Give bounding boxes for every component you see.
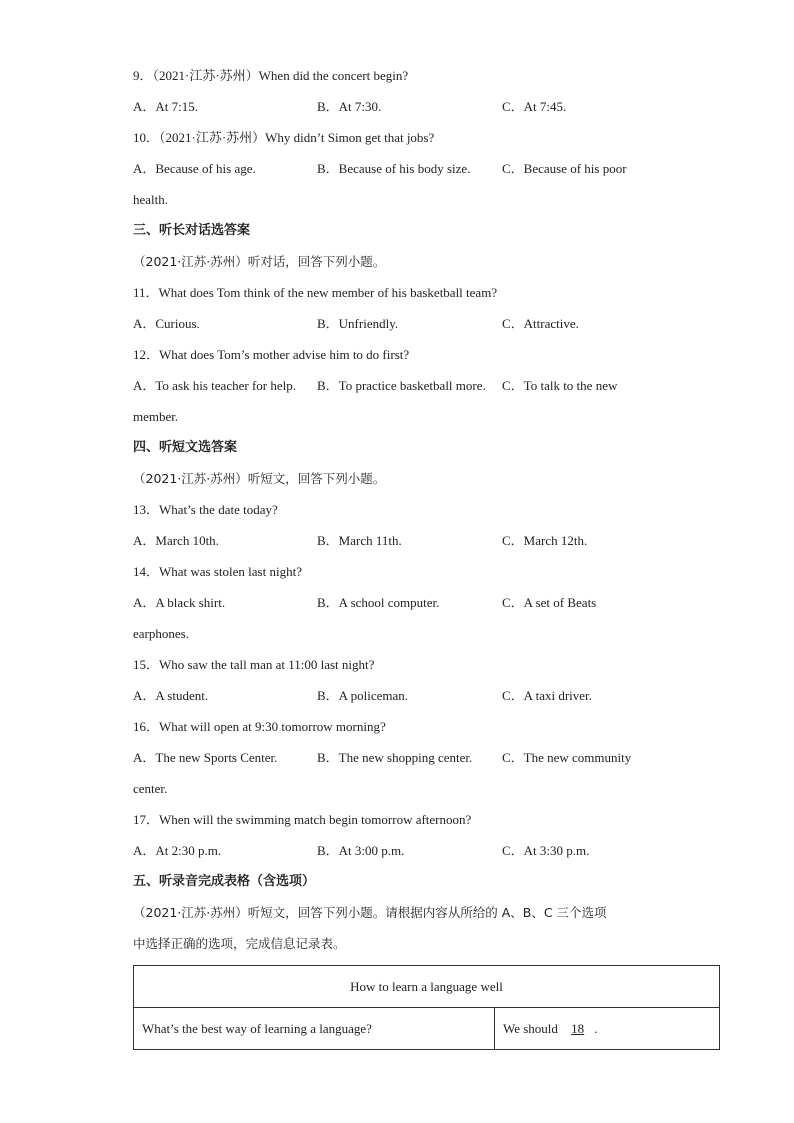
q14-option-a[interactable]: A．A black shirt. — [133, 595, 226, 610]
q15-option-a[interactable]: A．A student. — [133, 688, 209, 703]
q9-stem: 9．（2021·江苏·苏州）When did the concert begin? — [133, 68, 409, 83]
q10-option-c[interactable]: C．Because of his poor — [502, 161, 627, 176]
q11-stem: 11．What does Tom think of the new member of his basketball team? — [133, 285, 498, 300]
q12-option-c[interactable]: C．To talk to the new — [502, 378, 618, 393]
section-5-title: 五、听录音完成表格（含选项） — [133, 874, 316, 889]
table-question-cell: What’s the best way of learning a language? — [134, 1008, 495, 1050]
q16-option-c-continued: center. — [133, 781, 168, 796]
section-4-title: 四、听短文选答案 — [133, 440, 238, 455]
q13-options — [133, 527, 723, 558]
q11-option-b[interactable]: B．Unfriendly. — [317, 316, 399, 331]
q15-option-b[interactable]: B．A policeman. — [317, 688, 408, 703]
table-answer-cell — [495, 1008, 720, 1050]
q12-option-b[interactable]: B．To practice basketball more. — [317, 378, 486, 393]
q16-option-b[interactable]: B．The new shopping center. — [317, 750, 473, 765]
q16-options — [133, 744, 723, 775]
q11-option-a[interactable]: A．Curious. — [133, 316, 200, 331]
section-3-intro: （2021·江苏·苏州）听对话，回答下列小题。 — [133, 254, 386, 269]
q10-stem: 10．（2021·江苏·苏州）Why didn’t Simon get that jobs? — [133, 130, 435, 145]
q17-option-a[interactable]: A．At 2:30 p.m. — [133, 843, 222, 858]
q10-option-c-continued: health. — [133, 192, 169, 207]
q14-option-c-continued: earphones. — [133, 626, 189, 641]
q12-option-a[interactable]: A．To ask his teacher for help. — [133, 378, 296, 393]
q15-options — [133, 682, 723, 713]
q14-stem: 14．What was stolen last night? — [133, 564, 302, 579]
answer-suffix: . — [594, 1020, 598, 1036]
q14-options — [133, 589, 723, 620]
q9-option-b[interactable]: B．At 7:30. — [317, 99, 382, 114]
table-title: How to learn a language well — [134, 966, 720, 1008]
q10-option-b[interactable]: B．Because of his body size. — [317, 161, 471, 176]
q10-option-a[interactable]: A．Because of his age. — [133, 161, 256, 176]
q9-options — [133, 93, 723, 124]
q13-option-c[interactable]: C．March 12th. — [502, 533, 588, 548]
q12-option-c-continued: member. — [133, 409, 179, 424]
q14-option-b[interactable]: B．A school computer. — [317, 595, 440, 610]
q13-stem: 13．What’s the date today? — [133, 502, 278, 517]
table-row — [134, 966, 720, 1008]
q13-option-a[interactable]: A．March 10th. — [133, 533, 219, 548]
answer-prefix: We should — [503, 1020, 558, 1036]
q15-option-c[interactable]: C．A taxi driver. — [502, 688, 592, 703]
section-4-intro: （2021·江苏·苏州）听短文，回答下列小题。 — [133, 471, 386, 486]
q16-option-c[interactable]: C．The new community — [502, 750, 632, 765]
q17-options — [133, 837, 723, 868]
q11-options — [133, 310, 723, 341]
q9-option-a[interactable]: A．At 7:15. — [133, 99, 199, 114]
table-row — [134, 1008, 720, 1050]
section-5-intro-line-1: （2021·江苏·苏州）听短文，回答下列小题。请根据内容从所给的 A、B、C 三个选项 — [133, 905, 607, 920]
q14-option-c[interactable]: C．A set of Beats — [502, 595, 597, 610]
q12-stem: 12．What does Tom’s mother advise him to do first? — [133, 347, 410, 362]
q16-option-a[interactable]: A．The new Sports Center. — [133, 750, 278, 765]
answer-blank-18[interactable]: 18 — [571, 1020, 585, 1036]
q9-option-c[interactable]: C．At 7:45. — [502, 99, 567, 114]
section-5-intro-line-2: 中选择正确的选项，完成信息记录表。 — [133, 936, 346, 951]
q13-option-b[interactable]: B．March 11th. — [317, 533, 402, 548]
q12-options — [133, 372, 723, 403]
q16-stem: 16．What will open at 9:30 tomorrow morning? — [133, 719, 386, 734]
q17-option-c[interactable]: C．At 3:30 p.m. — [502, 843, 590, 858]
q17-option-b[interactable]: B．At 3:00 p.m. — [317, 843, 405, 858]
q17-stem: 17．When will the swimming match begin tomorrow afternoon? — [133, 812, 472, 827]
info-record-table — [133, 965, 720, 1050]
q11-option-c[interactable]: C．Attractive. — [502, 316, 579, 331]
q15-stem: 15．Who saw the tall man at 11:00 last night? — [133, 657, 375, 672]
section-3-title: 三、听长对话选答案 — [133, 223, 251, 238]
q10-options — [133, 155, 723, 186]
question-page — [133, 62, 723, 961]
